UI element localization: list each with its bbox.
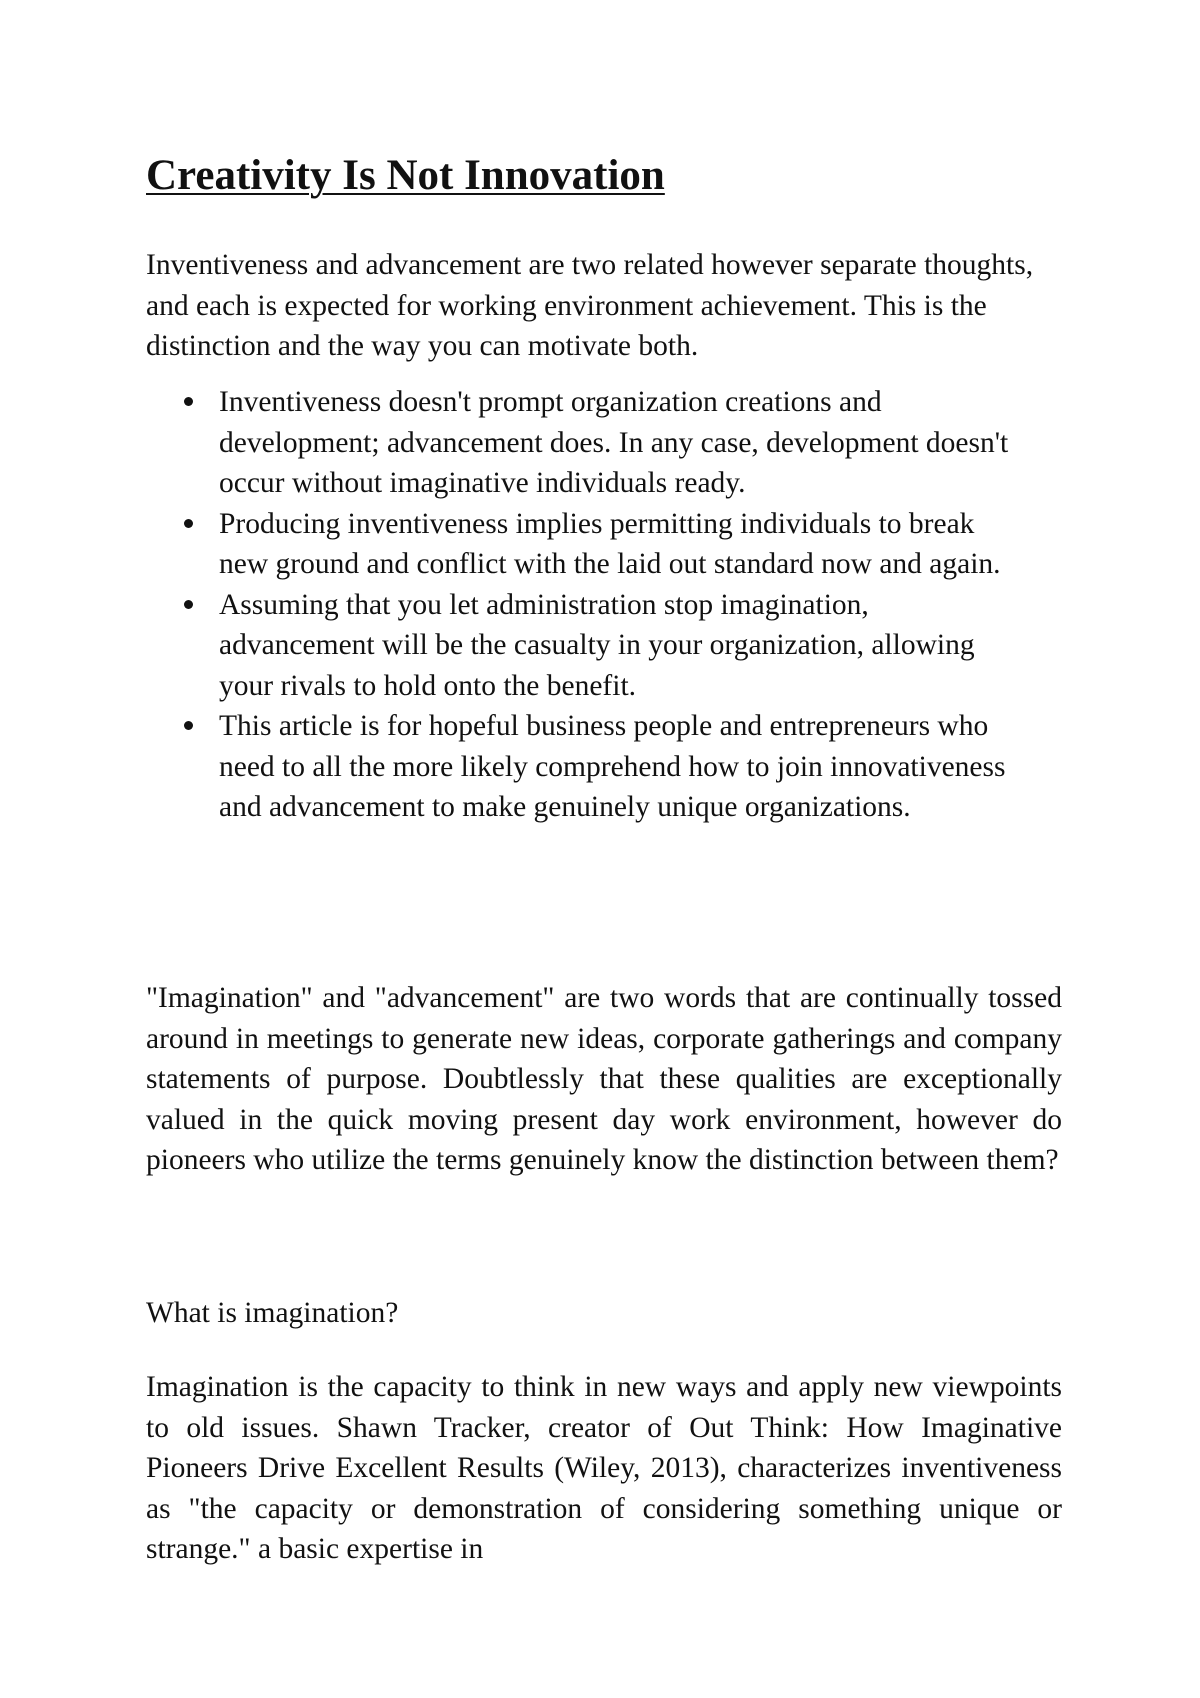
bullet-icon xyxy=(184,600,193,609)
intro-paragraph: Inventiveness and advancement are two related however separate thoughts, and each is expected for working environment achievement. This is the distinction and the way you can motivate both. xyxy=(146,249,1034,362)
body-paragraph: Imagination is the capacity to think in new ways and apply new viewpoints to old issues. Shawn Tracker, creator of Out Think: How Imaginative Pioneers Drive Excellent Results (Wiley, 2013), characterizes inventiveness as "the capacity or demonstration of considering something unique or strange." a basic expertise in xyxy=(146,1371,1062,1565)
bullet-icon xyxy=(184,519,193,528)
list-item xyxy=(146,585,1019,707)
bullet-icon xyxy=(184,721,193,730)
bullet-list xyxy=(146,382,1062,828)
bullet-icon xyxy=(184,397,193,406)
list-item xyxy=(146,382,1019,504)
list-item-text: Inventiveness doesn't prompt organization creations and development; advancement does. In any case, development doesn't occur without imaginative individuals ready. xyxy=(219,386,1009,499)
list-item xyxy=(146,706,1019,828)
section-heading: What is imagination? xyxy=(146,1297,399,1329)
list-item-text: Producing inventiveness implies permitting individuals to break new ground and conflict with the laid out standard now and again. xyxy=(219,507,1001,580)
list-item xyxy=(146,504,1019,585)
document-title: Creativity Is Not Innovation xyxy=(146,152,665,199)
list-item-text: This article is for hopeful business people and entrepreneurs who need to all the more likely comprehend how to join innovativeness and advancement to make genuinely unique organizations. xyxy=(219,710,1006,823)
body-paragraph: "Imagination" and "advancement" are two words that are continually tossed around in meetings to generate new ideas, corporate gatherings and company statements of purpose. Doubtlessly that these qualities are exceptionally valued in the quick moving present day work environment, however do pioneers who utilize the terms genuinely know the distinction between them? xyxy=(146,982,1062,1176)
list-item-text: Assuming that you let administration stop imagination, advancement will be the casualty in your organization, allowing your rivals to hold onto the benefit. xyxy=(219,588,975,702)
